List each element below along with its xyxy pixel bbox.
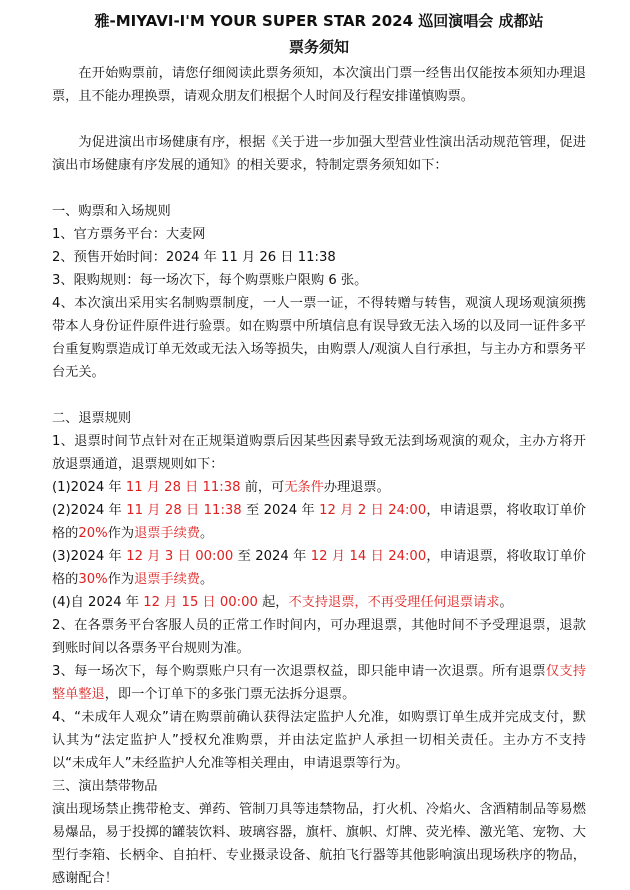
intro-paragraph-1: 在开始购票前，请您仔细阅读此票务须知，本次演出门票一经售出仅能按本须知办理退票，且不能办理换票，请观众朋友们根据个人时间及行程安排谨慎购票。 bbox=[52, 66, 586, 104]
spacer bbox=[52, 384, 586, 407]
section-1-heading: 一、购票和入场规则 bbox=[52, 204, 171, 219]
section-3-text: 演出现场禁止携带枪支、弹药、管制刀具等违禁物品，打火机、冷焰火、含酒精制品等易燃易爆品，易于投掷的罐装饮料、玻璃容器，旗杆、旗帜、灯牌、荧光棒、激光笔、宠物、大型行李箱、长柄伞、自拍杆、专业摄录设备、航拍飞行器等其他影响演出现场秩序的物品，感谢配合！ bbox=[52, 802, 586, 886]
section-1-item-3: 3、限购规则：每一场次下，每个购票账户限购 6 张。 bbox=[52, 273, 368, 288]
refund-rule-2: (2)2024 年 11 月 28 日 11:38 至 2024 年 12 月 2 日 24:00，申请退票，将收取订单价格的20%作为退票手续费。 bbox=[52, 503, 586, 541]
ticket-notice-document bbox=[52, 8, 586, 890]
refund-rule-3: (3)2024 年 12 月 3 日 00:00 至 2024 年 12 月 14 日 24:00，申请退票，将收取订单价格的30%作为退票手续费。 bbox=[52, 549, 586, 587]
spacer bbox=[52, 177, 586, 200]
section-2-heading: 二、退票规则 bbox=[52, 411, 132, 426]
refund-rule-4: (4)自 2024 年 12 月 15 日 00:00 起，不支持退票，不再受理任何退票请求。 bbox=[52, 595, 513, 610]
spacer bbox=[52, 108, 586, 131]
refund-rule-1: (1)2024 年 11 月 28 日 11:38 前，可无条件办理退票。 bbox=[52, 480, 390, 495]
section-1-item-2: 2、预售开始时间：2024 年 11 月 26 日 11:38 bbox=[52, 250, 336, 265]
section-1-item-4: 4、本次演出采用实名制购票制度，一人一票一证，不得转赠与转售，观演人现场观演须携带本人身份证件原件进行验票。如在购票中所填信息有误导致无法入场的以及同一证件多平台重复购票造成订单无效或无法入场等损失，由购票人/观演人自行承担，与主办方和票务平台无关。 bbox=[52, 296, 586, 380]
document-subtitle: 票务须知 bbox=[288, 38, 349, 56]
section-2-item-2: 2、在各票务平台客服人员的正常工作时间内，可办理退票，其他时间不予受理退票，退款到账时间以各票务平台规则为准。 bbox=[52, 618, 586, 656]
section-2-item-3: 3、每一场次下，每个购票账户只有一次退票权益，即只能申请一次退票。所有退票仅支持整单整退，即一个订单下的多张门票无法拆分退票。 bbox=[52, 664, 587, 702]
section-2-item-1: 1、退票时间节点针对在正规渠道购票后因某些因素导致无法到场观演的观众，主办方将开放退票通道，退票规则如下： bbox=[52, 434, 586, 472]
section-1-item-1: 1、官方票务平台：大麦网 bbox=[52, 227, 206, 242]
document-title: 雅-MIYAVI-I'M YOUR SUPER STAR 2024 巡回演唱会 成都站 bbox=[94, 12, 544, 30]
section-2-item-4: 4、“未成年人观众”请在购票前确认获得法定监护人允准，如购票订单生成并完成支付，默认其为“法定监护人”授权允准购票，并由法定监护人承担一切相关责任。主办方不支持以“未成年人”未经监护人允准等相关理由，申请退票等行为。 bbox=[52, 710, 586, 771]
section-3-heading: 三、演出禁带物品 bbox=[52, 779, 158, 794]
intro-paragraph-2: 为促进演出市场健康有序，根据《关于进一步加强大型营业性演出活动规范管理，促进演出市场健康有序发展的通知》的相关要求，特制定票务须知如下： bbox=[52, 135, 586, 173]
